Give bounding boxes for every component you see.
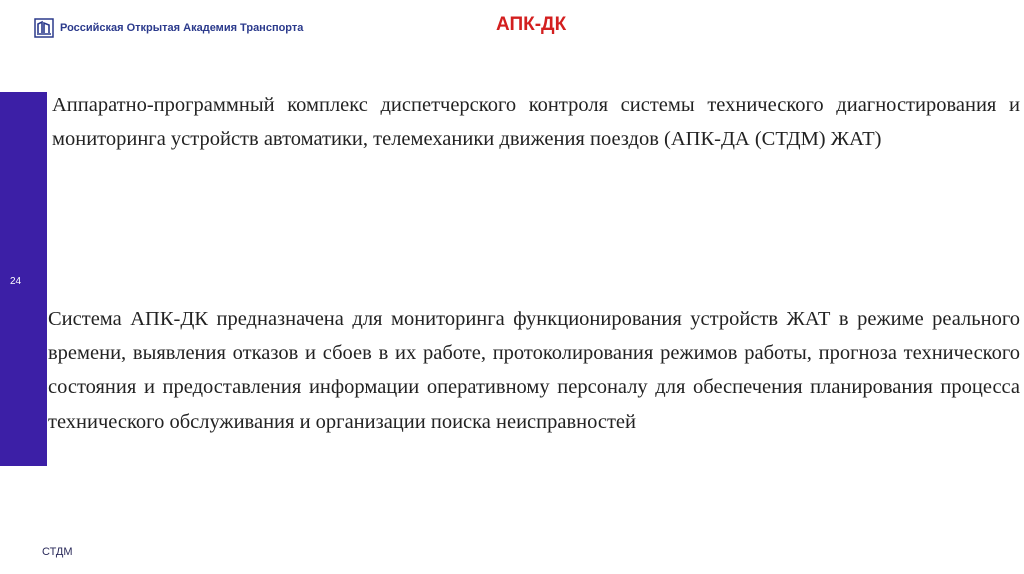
paragraph-purpose: Система АПК-ДК предназначена для мониторинга функционирования устройств ЖАТ в режиме реального времени, выявления отказов и сбоев в их работе, протоколирования режимов работы, прогноза технического состояния и предоставления информации оперативному персоналу для обеспечения планирования процесса технического обслуживания и организации поиска неисправностей (48, 308, 1020, 433)
academy-logo (34, 18, 303, 38)
academy-logo-icon (34, 18, 54, 38)
side-accent-bar (0, 92, 47, 466)
organization-name: Российская Открытая Академия Транспорта (60, 22, 304, 34)
paragraph-definition: Аппаратно-программный комплекс диспетчерского контроля системы технического диагностирования и мониторинга устройств автоматики, телемеханики движения поездов (АПК-ДА (СТДМ) ЖАТ) (52, 94, 1020, 151)
footer-label: СТДМ (42, 546, 73, 558)
slide-number: 24 (10, 276, 22, 287)
slide-title: АПК-ДК (496, 14, 567, 35)
